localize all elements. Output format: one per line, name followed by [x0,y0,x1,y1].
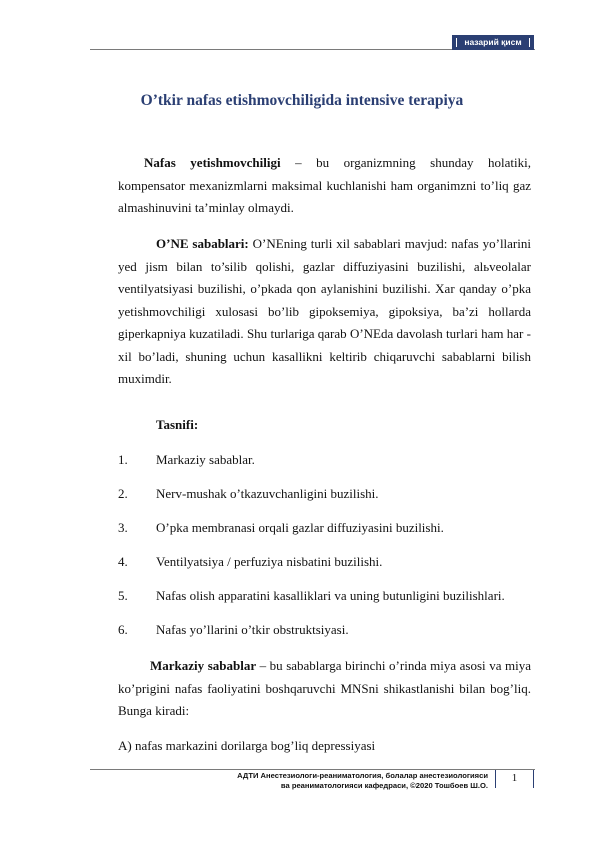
list-item [118,622,538,638]
list-text: Markaziy sabablar. [156,452,255,467]
paragraph-central-causes [118,655,531,723]
page-number-box [495,770,534,788]
footer-rule [90,769,535,770]
classification-heading [118,414,531,437]
page-title [0,92,596,110]
section-tag: назарий қисм [452,35,534,50]
list-item [118,520,538,536]
list-number: 2. [118,486,128,501]
footer-credit [237,771,488,791]
definition-text: – bu organizmning shunday holatiki, kompensator mexanizmlarni maksimal kuchlanishi ham organimzni to’liq gaz almashinuvini ta’minlay olmaydi. [118,155,531,215]
list-number: 6. [118,622,128,637]
list-item [118,452,538,468]
paragraph-item-a: A) nafas markazini dorilarga bog’liq depressiyasi [118,738,376,753]
list-text: O’pka membranasi orqali gazlar diffuziyasini buzilishi. [156,520,444,535]
central-causes-text: – bu sabablarga birinchi o’rinda miya asosi va miya ko’prigini nafas faoliyatini boshqaruvchi MNSni shikastlanishi bilan bog’liq. Bunga kiradi: [118,658,531,718]
footer-line-1: АДТИ Анестезиологи-реаниматология, болалар анестезиологияси [237,771,488,780]
classification-heading-text: Tasnifi: [156,417,199,432]
list-text: Nafas olish apparatini kasalliklari va uning butunligini buzilishlari. [156,588,505,603]
list-number: 4. [118,554,128,569]
list-item [118,588,538,604]
paragraph-definition [118,152,531,220]
central-causes-term: Markaziy sabablar [150,658,257,673]
footer-line-2: ва реаниматологияси кафедраси, ©2020 Тошбоев Ш.О. [280,781,488,790]
list-item [118,554,538,570]
paragraph-causes [118,233,531,391]
list-text: Nafas yo’llarini o’tkir obstruktsiyasi. [156,622,349,637]
definition-term: Nafas yetishmovchiligi [144,155,281,170]
causes-term: O’NE sabablari: [156,236,249,251]
list-item [118,486,538,502]
list-text: Nerv-mushak o’tkazuvchanligini buzilishi. [156,486,379,501]
list-number: 5. [118,588,128,603]
list-number: 3. [118,520,128,535]
list-text: Ventilyatsiya / perfuziya nisbatini buzilishi. [156,554,383,569]
page-title-text: O’tkir nafas etishmovchiligida intensive terapiya [140,92,464,109]
causes-text: O’NEning turli xil sabablari mavjud: nafas yo’llarini yed jism bilan to’silib qolishi, gazlar diffuziyasini buzilishi, alьveolalar ventilyatsiyasi buzilishi, o’pkada qon aylanishini buzilishi. Xar qanday o’pka yetishmovchiligi xulosasi bo’lib gipoksemiya, gipoksiya, ba’zi hollarda giperkapniya kuzatiladi. Shu turlariga qarab O’NEda davolash turlari ham har - xil bo’ladi, shuning uchun kasallikni keltirib chiqaruvchi sabablarni bilish muximdir. [118,236,531,386]
list-number: 1. [118,452,128,467]
page-number: 1 [511,772,518,784]
